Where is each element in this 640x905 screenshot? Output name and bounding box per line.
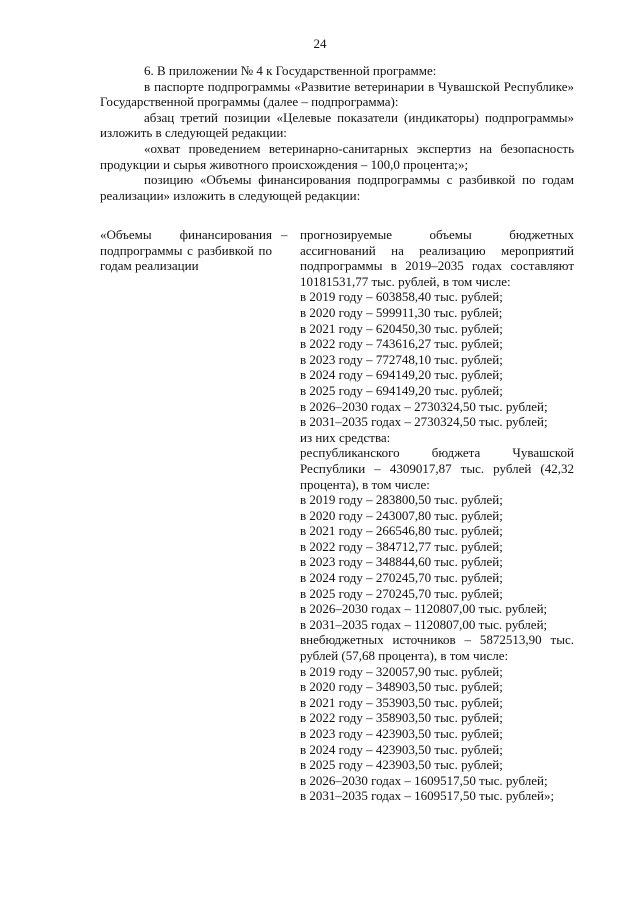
financing-line: в 2026–2030 годах – 1120807,00 тыс. рублей; — [300, 601, 548, 617]
financing-line: в 2022 году – 384712,77 тыс. рублей; — [300, 538, 503, 554]
financing-line: в 2025 году – 423903,50 тыс. рублей; — [300, 757, 503, 773]
financing-summary: прогнозируемые объемы бюджетных ассигнований на реализацию мероприятий подпрограммы в 2019–2035 годах составляют 10181531,77 тыс. рублей, в том числе: — [300, 227, 574, 289]
financing-line: в 2019 году – 603858,40 тыс. рублей; — [300, 289, 503, 305]
paragraph: позицию «Объемы финансирования подпрограммы с разбивкой по годам реализации» изложить в следующей редакции: — [100, 172, 574, 203]
financing-line: в 2031–2035 годах – 1120807,00 тыс. рублей; — [300, 616, 548, 632]
financing-line: в 2019 году – 283800,50 тыс. рублей; — [300, 492, 503, 508]
republican-budget-summary: республиканского бюджета Чувашской Республики – 4309017,87 тыс. рублей (42,32 процента), в том числе: — [300, 445, 574, 492]
financing-line: в 2023 году – 423903,50 тыс. рублей; — [300, 726, 503, 741]
financing-position-label: «Объемы финансирования подпрограммы с разбивкой по годам реализации — [100, 227, 272, 274]
financing-line: в 2031–2035 годах – 1609517,50 тыс. рублей»; — [300, 788, 555, 804]
financing-line: в 2023 году – 772748,10 тыс. рублей; — [300, 351, 503, 367]
financing-line: в 2020 году – 348903,50 тыс. рублей; — [300, 679, 503, 695]
financing-line: в 2020 году – 599911,30 тыс. рублей; — [300, 304, 503, 320]
financing-line: в 2021 году – 266546,80 тыс. рублей; — [300, 523, 503, 539]
extrabudgetary-summary: внебюджетных источников – 5872513,90 тыс. рублей (57,68 процента), в том числе: — [300, 632, 574, 664]
paragraph: абзац третий позиции «Целевые показатели (индикаторы) подпрограммы» изложить в следующей редакции: — [100, 109, 574, 141]
financing-line: в 2026–2030 годах – 2730324,50 тыс. рублей; — [300, 398, 548, 414]
financing-details — [300, 227, 574, 804]
financing-line: в 2025 году – 270245,70 тыс. рублей; — [300, 585, 503, 601]
financing-line: в 2026–2030 годах – 1609517,50 тыс. рублей; — [300, 772, 548, 788]
financing-line: в 2019 году – 320057,90 тыс. рублей; — [300, 663, 503, 679]
position-dash: – — [281, 227, 288, 242]
intro-block — [100, 63, 574, 203]
paragraph: в паспорте подпрограммы «Развитие ветеринарии в Чувашской Республике» Государственной программы (далее – подпрограмма): — [100, 78, 574, 110]
financing-line: в 2024 году – 694149,20 тыс. рублей; — [300, 367, 503, 383]
financing-line: в 2023 году – 348844,60 тыс. рублей; — [300, 554, 503, 570]
financing-line: в 2024 году – 270245,70 тыс. рублей; — [300, 570, 503, 586]
financing-line: в 2024 году – 423903,50 тыс. рублей; — [300, 741, 503, 757]
financing-line: в 2022 году – 358903,50 тыс. рублей; — [300, 710, 503, 726]
financing-line: в 2021 году – 620450,30 тыс. рублей; — [300, 320, 503, 336]
financing-line: в 2031–2035 годах – 2730324,50 тыс. рублей; — [300, 414, 548, 430]
financing-line: в 2020 году – 243007,80 тыс. рублей; — [300, 507, 503, 523]
page-number: 24 — [313, 36, 327, 51]
financing-line: в 2022 году – 743616,27 тыс. рублей; — [300, 336, 503, 352]
financing-line: в 2021 году – 353903,50 тыс. рублей; — [300, 694, 503, 710]
financing-line: из них средства: — [300, 429, 391, 445]
paragraph: «охват проведением ветеринарно-санитарных экспертиз на безопасность продукции и сырья животного происхождения – 100,0 процента;»; — [100, 140, 574, 172]
financing-line: в 2025 году – 694149,20 тыс. рублей; — [300, 382, 503, 398]
paragraph: 6. В приложении № 4 к Государственной программе: — [144, 63, 437, 78]
